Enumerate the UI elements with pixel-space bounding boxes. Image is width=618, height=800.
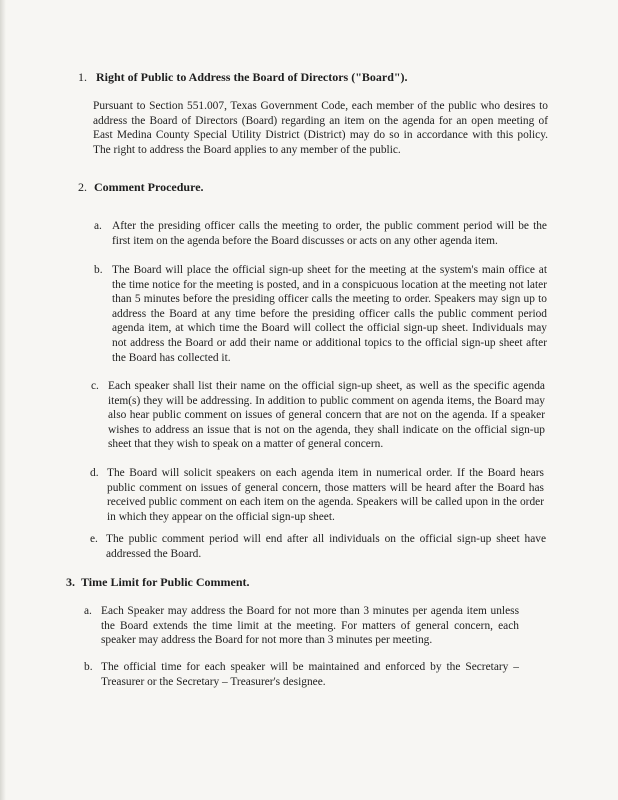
item-2a-text: After the presiding officer calls the meeting to order, the public comment period will be the first item on the agenda before the Board discusses or acts on any other agenda item. (112, 220, 547, 247)
section-2-heading (78, 180, 204, 195)
section-1-title: Right of Public to Address the Board of Directors ("Board"). (96, 70, 408, 84)
item-2a-letter: a. (94, 220, 102, 232)
section-2-title: Comment Procedure. (94, 180, 204, 194)
section-3-title: Time Limit for Public Comment. (81, 575, 250, 589)
section-1-number: 1. (78, 70, 87, 84)
scan-edge-shadow (0, 0, 6, 800)
item-2b-letter: b. (94, 264, 103, 276)
item-2d-text: The Board will solicit speakers on each agenda item in numerical order. If the Board hears public comment on issues of general concern, those matters will be heard after the Board has received public comment on each item on the agenda. Speakers will be called upon in the order in which they appear on the official sign-up sheet. (107, 467, 544, 523)
item-2b-text: The Board will place the official sign-up sheet for the meeting at the system's main office at the time notice for the meeting is posted, and in a conspicuous location at the meeting not later than 5 minutes before the presiding officer calls the meeting to order. Speakers may sign up to address the Board at any time before the presiding officer calls the public comment period agenda item, at which time the Board will collect the official sign-up sheet. Individuals may not address the Board or add their name or additional topics to the official sign-up sheet after the Board has collected it. (112, 264, 547, 364)
item-3a-letter: a. (84, 605, 92, 617)
item-3a-text: Each Speaker may address the Board for not more than 3 minutes per agenda item unless the Board extends the time limit at the meeting. For matters of general concern, each speaker may address the Board for not more than 3 minutes per meeting. (101, 605, 519, 647)
section-1-heading (78, 70, 408, 85)
item-3b-letter: b. (84, 661, 93, 673)
item-3b-text: The official time for each speaker will be maintained and enforced by the Secretary – Treasurer or the Secretary – Treasurer's designee. (101, 661, 519, 688)
item-2e-letter: e. (90, 533, 98, 545)
section-1-body: Pursuant to Section 551.007, Texas Government Code, each member of the public who desires to address the Board of Directors (Board) regarding an item on the agenda for an open meeting of East Medina County Special Utility District (District) may do so in accordance with this policy. The right to address the Board applies to any member of the public. (93, 100, 548, 156)
item-2c-text: Each speaker shall list their name on the official sign-up sheet, as well as the specific agenda item(s) they will be addressing. In addition to public comment on agenda items, the Board may also hear public comment on issues of general concern that are not on the agenda. If a speaker wishes to address an issue that is not on the agenda, they shall indicate on the official sign-up sheet that they wish to speak on a matter of general concern. (108, 380, 545, 451)
item-2e-text: The public comment period will end after all individuals on the official sign-up sheet have addressed the Board. (106, 533, 546, 560)
item-2c-letter: c. (91, 380, 99, 392)
section-3-heading (66, 575, 250, 590)
section-2-number: 2. (78, 180, 87, 194)
item-2d-letter: d. (90, 467, 99, 479)
section-3-number: 3. (66, 575, 75, 589)
